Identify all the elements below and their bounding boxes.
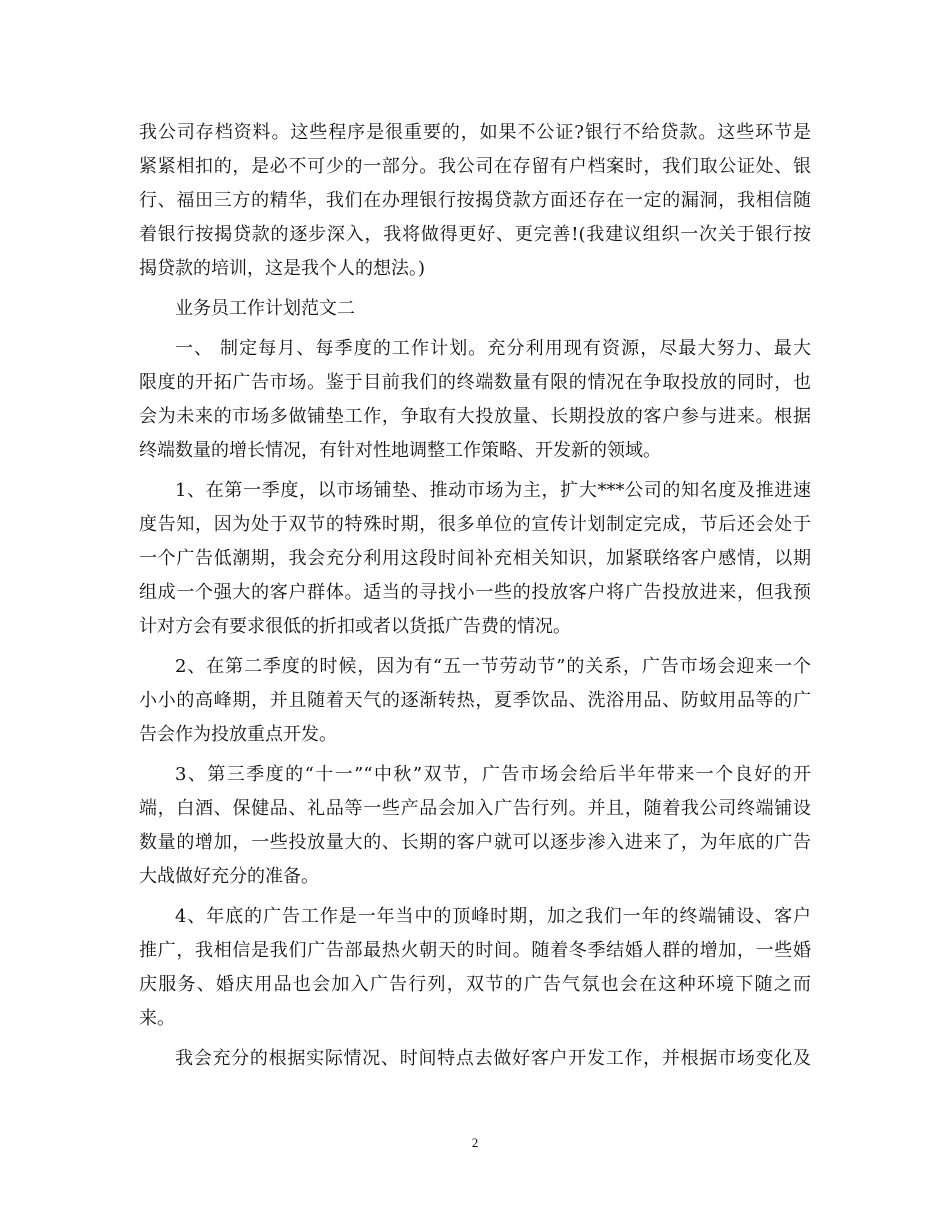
text-line: 会为未来的市场多做铺垫工作，争取有大投放量、长期投放的客户参与进来。根据 xyxy=(139,406,811,427)
text-line: 告会作为投放重点开发。 xyxy=(139,724,337,745)
text-line: 庆服务、婚庆用品也会加入广告行列，双节的广告气氛也会在这种环境下随之而 xyxy=(139,974,811,995)
text-line: 大战做好充分的准备。 xyxy=(139,866,319,887)
paragraph xyxy=(139,650,811,752)
paragraph xyxy=(139,900,811,1036)
text-line: 一个广告低潮期，我会充分利用这段时间补充相关知识，加紧联络客户感情，以期 xyxy=(139,548,811,569)
page-number: 2 xyxy=(471,1135,479,1150)
text-line: 终端数量的增长情况，有针对性地调整工作策略、开发新的领域。 xyxy=(139,440,661,461)
text-line: 数量的增加，一些投放量大的、长期的客户就可以逐步渗入进来了，为年底的广告 xyxy=(139,832,811,853)
document-body xyxy=(139,116,811,1076)
text-line: 端，白酒、保健品、礼品等一些产品会加入广告行列。并且，随着我公司终端铺设 xyxy=(139,798,811,819)
text-line: 着银行按揭贷款的逐步深入，我将做得更好、更完善!(我建议组织一次关于银行按 xyxy=(139,224,811,245)
paragraph xyxy=(139,758,811,894)
heading-text: 业务员工作计划范文二 xyxy=(175,298,355,319)
paragraph xyxy=(139,116,811,286)
paragraph xyxy=(139,332,811,468)
text-line: 一、 制定每月、每季度的工作计划。充分利用现有资源，尽最大努力、最大 xyxy=(175,338,811,359)
text-line: 推广，我相信是我们广告部最热火朝天的时间。随着冬季结婚人群的增加，一些婚 xyxy=(139,940,811,961)
text-line: 小小的高峰期，并且随着天气的逐渐转热，夏季饮品、洗浴用品、防蚊用品等的广 xyxy=(139,690,811,711)
text-line: 紧紧相扣的，是必不可少的一部分。我公司在存留有户档案时，我们取公证处、银 xyxy=(139,156,811,177)
paragraph xyxy=(139,1042,811,1076)
text-line: 揭贷款的培训，这是我个人的想法。) xyxy=(139,258,426,279)
text-line: 1、在第一季度，以市场铺垫、推动市场为主，扩大***公司的知名度及推进速 xyxy=(175,480,811,501)
text-line: 限度的开拓广告市场。鉴于目前我们的终端数量有限的情况在争取投放的同时，也 xyxy=(139,372,811,393)
text-line: 度告知，因为处于双节的特殊时期，很多单位的宣传计划制定完成，节后还会处于 xyxy=(139,514,811,535)
text-line: 我公司存档资料。这些程序是很重要的，如果不公证?银行不给贷款。这些环节是 xyxy=(139,122,811,143)
text-line: 来。 xyxy=(139,1008,175,1029)
text-line: 3、第三季度的“十一”“中秋”双节，广告市场会给后半年带来一个良好的开 xyxy=(175,764,811,785)
text-line: 计对方会有要求很低的折扣或者以货抵广告费的情况。 xyxy=(139,616,571,637)
text-line: 2、在第二季度的时候，因为有“五一节劳动节”的关系，广告市场会迎来一个 xyxy=(175,656,811,677)
paragraph xyxy=(139,474,811,644)
text-line: 组成一个强大的客户群体。适当的寻找小一些的投放客户将广告投放进来，但我预 xyxy=(139,582,811,603)
text-line: 4、年底的广告工作是一年当中的顶峰时期，加之我们一年的终端铺设、客户 xyxy=(175,906,811,927)
text-line: 我会充分的根据实际情况、时间特点去做好客户开发工作，并根据市场变化及 xyxy=(175,1048,811,1069)
text-line: 行、福田三方的精华，我们在办理银行按揭贷款方面还存在一定的漏洞，我相信随 xyxy=(139,190,811,211)
section-heading xyxy=(139,292,811,326)
